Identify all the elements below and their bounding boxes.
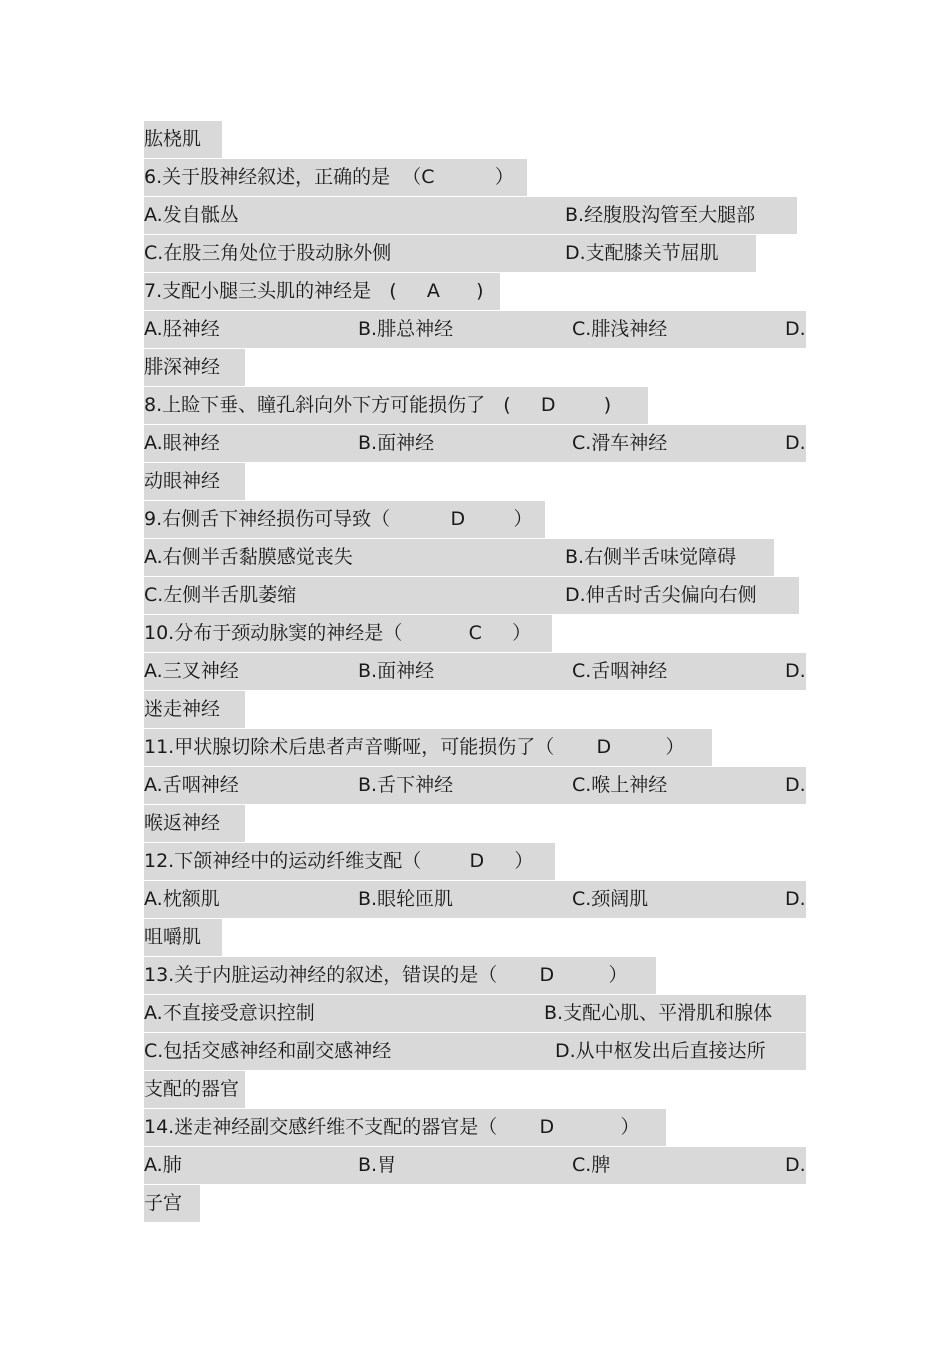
line-highlight [144,653,806,690]
line-text: A.胫神经 [144,318,220,340]
line-text: 9.右侧舌下神经损伤可导致（ D ） [144,508,533,530]
option-text: B.支配心肌、平滑肌和腺体 [544,1002,773,1024]
line-text: 14.迷走神经副交感纤维不支配的器官是（ D ） [144,1116,640,1138]
text-line [144,1070,806,1108]
line-text: 6.关于股神经叙述，正确的是 （C ） [144,166,514,188]
option-text: D. [785,1154,806,1176]
text-line [144,880,806,918]
option-text: D. [785,888,806,910]
text-line [144,196,806,234]
line-text: 子宫 [144,1192,183,1214]
line-text: C.在股三角处位于股动脉外侧 [144,242,392,264]
option-text: B.腓总神经 [358,318,454,340]
text-line [144,1032,806,1070]
line-text: 咀嚼肌 [144,926,202,948]
option-text: C.喉上神经 [572,774,668,796]
text-line [144,1184,806,1222]
option-text: B.胃 [358,1154,397,1176]
text-line [144,462,806,500]
text-line [144,310,806,348]
text-line [144,766,806,804]
text-line [144,842,806,880]
option-text: D.伸舌时舌尖偏向右侧 [565,584,757,606]
text-line [144,538,806,576]
line-text: 喉返神经 [144,812,221,834]
line-text: A.右侧半舌黏膜感觉丧失 [144,546,353,568]
option-text: D. [785,660,806,682]
option-text: B.经腹股沟管至大腿部 [565,204,756,226]
line-highlight [144,425,806,462]
text-line [144,1108,806,1146]
text-line [144,272,806,310]
text-line [144,500,806,538]
text-line [144,614,806,652]
line-text: 动眼神经 [144,470,221,492]
option-text: D. [785,318,806,340]
text-line [144,348,806,386]
option-text: C.滑车神经 [572,432,668,454]
option-text: D.从中枢发出后直接达所 [555,1040,766,1062]
text-line [144,386,806,424]
option-text: C.脾 [572,1154,611,1176]
option-text: D. [785,774,806,796]
text-line [144,994,806,1032]
option-text: B.舌下神经 [358,774,454,796]
text-line [144,728,806,766]
line-text: 迷走神经 [144,698,221,720]
option-text: C.舌咽神经 [572,660,668,682]
option-text: B.面神经 [358,432,435,454]
option-text: D. [785,432,806,454]
option-text: D.支配膝关节屈肌 [565,242,719,264]
text-line [144,234,806,272]
option-text: C.腓浅神经 [572,318,668,340]
line-text: 13.关于内脏运动神经的叙述，错误的是（ D ） [144,964,628,986]
line-text: 7.支配小腿三头肌的神经是 ( A ) [144,280,484,302]
option-text: B.面神经 [358,660,435,682]
line-text: A.舌咽神经 [144,774,239,796]
line-text: A.三叉神经 [144,660,239,682]
line-text: 10.分布于颈动脉窦的神经是（ C ） [144,622,532,644]
text-line [144,424,806,462]
option-text: B.右侧半舌味觉障碍 [565,546,737,568]
line-text: 肱桡肌 [144,128,202,150]
text-line [144,690,806,728]
text-line [144,956,806,994]
line-highlight [144,1147,806,1184]
text-line [144,918,806,956]
line-highlight [144,881,806,918]
document-body [144,120,806,1222]
line-text: C.左侧半舌肌萎缩 [144,584,297,606]
option-text: B.眼轮匝肌 [358,888,454,910]
line-text: A.眼神经 [144,432,220,454]
line-text: A.肺 [144,1154,182,1176]
line-text: A.枕额肌 [144,888,220,910]
text-line [144,652,806,690]
line-text: A.发自骶丛 [144,204,239,226]
text-line [144,158,806,196]
line-text: 11.甲状腺切除术后患者声音嘶哑，可能损伤了（ D ） [144,736,685,758]
line-text: C.包括交感神经和副交感神经 [144,1040,392,1062]
text-line [144,1146,806,1184]
text-line [144,804,806,842]
line-text: 8.上睑下垂、瞳孔斜向外下方可能损伤了 ( D ) [144,394,612,416]
line-text: 腓深神经 [144,356,221,378]
line-text: 支配的器官 [144,1078,240,1100]
line-highlight [144,311,806,348]
line-highlight [144,767,806,804]
text-line [144,120,806,158]
option-text: C.颈阔肌 [572,888,649,910]
line-text: A.不直接受意识控制 [144,1002,315,1024]
text-line [144,576,806,614]
line-text: 12.下颌神经中的运动纤维支配（ D ） [144,850,534,872]
